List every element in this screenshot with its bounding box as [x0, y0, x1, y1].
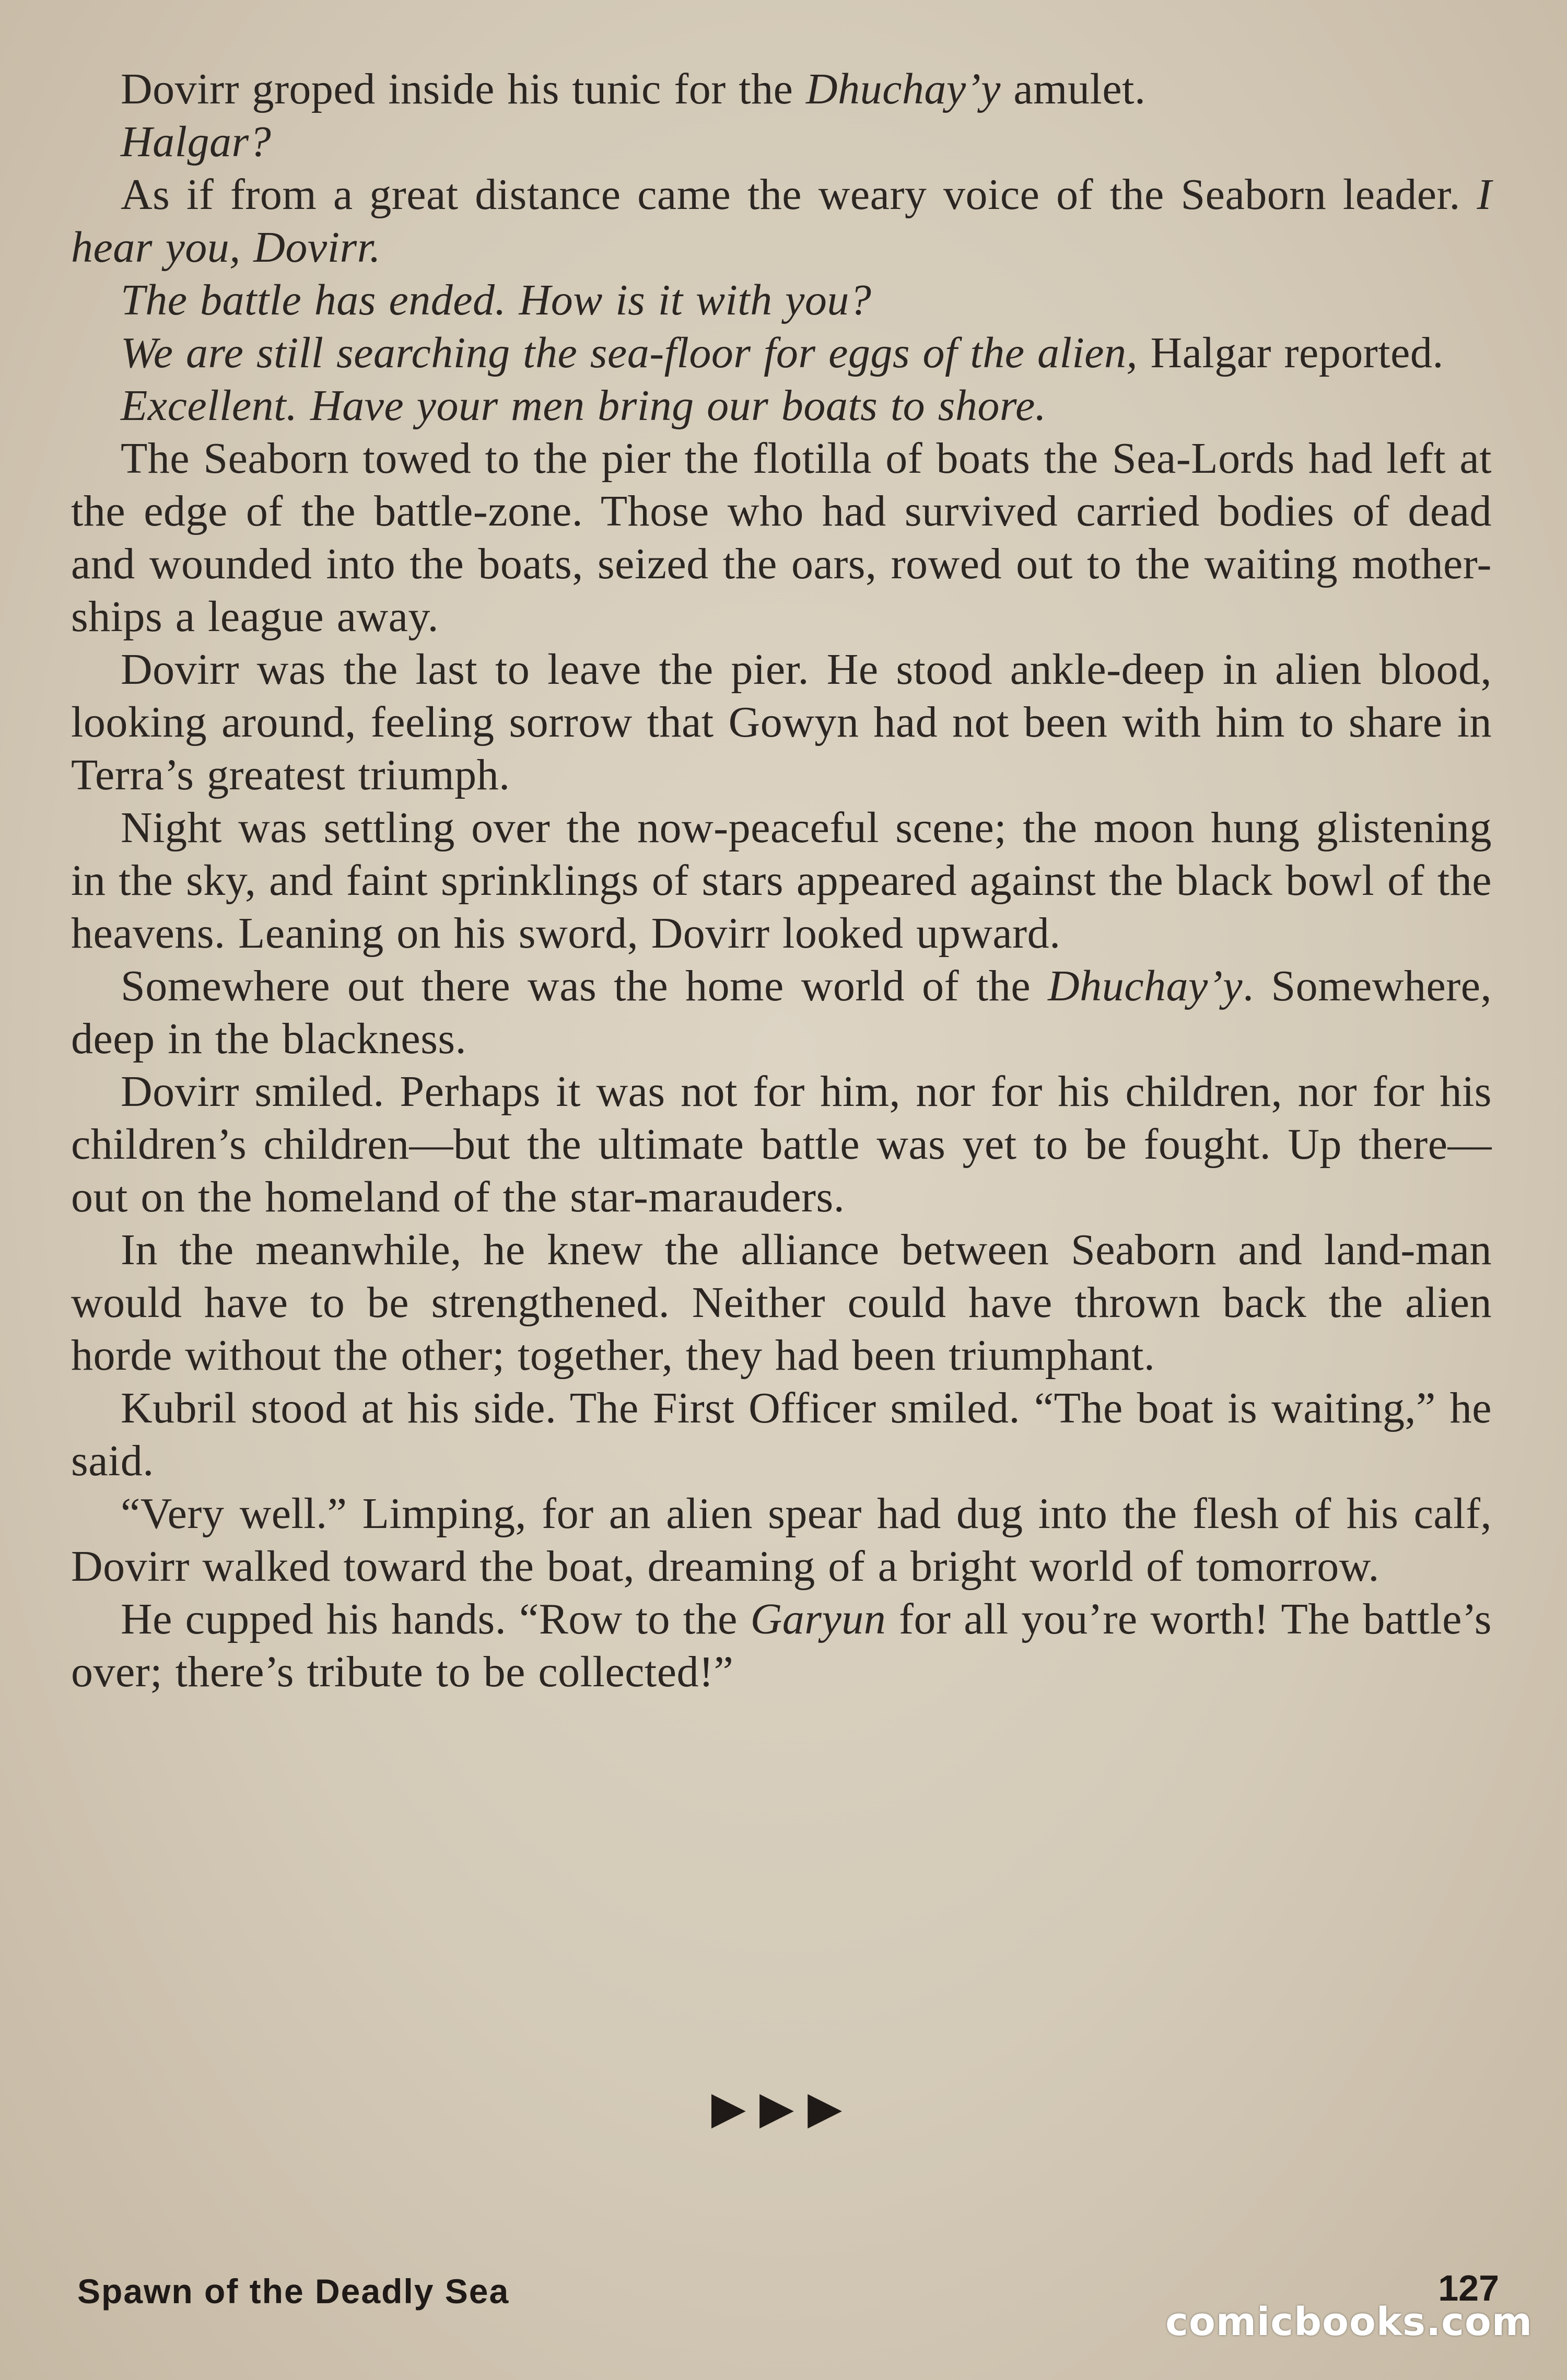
running-footer-title: Spawn of the Deadly Sea: [77, 2272, 510, 2311]
section-end-arrows-icon: ▶▶▶: [711, 2082, 856, 2134]
paragraph: [71, 1593, 1492, 1698]
paragraph: [71, 1382, 1492, 1487]
watermark: comicbooks.com: [1165, 2300, 1533, 2344]
text-run: Halgar reported.: [1137, 329, 1444, 377]
paragraph: [71, 1065, 1492, 1223]
story-text: [71, 63, 1492, 1698]
text-run-italic: Excellent. Have your men bring our boats to shore.: [121, 381, 1047, 430]
paragraph: [71, 960, 1492, 1065]
text-run-italic: Dhuchay’y: [1048, 962, 1243, 1010]
paragraph: [71, 643, 1492, 801]
text-run-italic: I hear you, Dovirr.: [71, 170, 1492, 272]
text-run: The Seaborn towed to the pier the flotilla of boats the Sea-Lords had left at the edge of the battle-zone. Those who had survived carried bodies of dead and wounded into the boats, seized the oars, rowed out to the waiting mother-ships a league away.: [71, 434, 1492, 641]
paragraph: [71, 432, 1492, 643]
text-run: In the meanwhile, he knew the alliance between Seaborn and land-man would have to be strengthened. Neither could have thrown back the alien horde without the other; together, they had been triumphant.: [71, 1226, 1492, 1380]
paragraph: [71, 1487, 1492, 1593]
text-run: amulet.: [1000, 65, 1146, 113]
paragraph: [71, 801, 1492, 960]
text-run-italic: Dhuchay’y: [805, 65, 1001, 113]
text-run-italic: Garyun: [750, 1595, 886, 1643]
paragraph: [71, 1223, 1492, 1382]
text-run: He cupped his hands. “Row to the: [121, 1595, 751, 1643]
text-run: Night was settling over the now-peaceful scene; the moon hung glistening in the sky, and faint sprinklings of stars appeared against the black bowl of the heavens. Leaning on his sword, Dovirr looked upward.: [71, 803, 1492, 958]
text-run: As if from a great distance came the weary voice of the Seaborn leader.: [121, 170, 1477, 219]
text-run: Dovirr groped inside his tunic for the: [121, 65, 806, 113]
paragraph: [71, 379, 1492, 432]
text-run: Kubril stood at his side. The First Officer smiled. “The boat is waiting,” he said.: [71, 1384, 1492, 1485]
text-run: “Very well.” Limping, for an alien spear had dug into the flesh of his calf, Dovirr walked toward the boat, dreaming of a bright world of tomorrow.: [71, 1489, 1492, 1591]
paragraph: [71, 326, 1492, 379]
paragraph: [71, 115, 1492, 168]
page-number: 127: [1438, 2268, 1499, 2308]
paragraph: [71, 274, 1492, 326]
text-run-italic: We are still searching the sea-floor for eggs of the alien,: [121, 329, 1138, 377]
text-run: . Somewhere, deep in the blackness.: [71, 962, 1492, 1063]
paragraph: [71, 63, 1492, 115]
text-run: Somewhere out there was the home world of the: [121, 962, 1048, 1010]
text-run: Dovirr was the last to leave the pier. He stood ankle-deep in alien blood, looking around, feeling sorrow that Gowyn had not been with him to share in Terra’s greatest triumph.: [71, 645, 1492, 799]
text-run-italic: The battle has ended. How is it with you?: [121, 276, 872, 324]
text-run-italic: Halgar?: [121, 118, 272, 166]
text-run: Dovirr smiled. Perhaps it was not for him, nor for his children, nor for his children’s children—but the ultimate battle was yet to be fought. Up there—out on the homeland of the star-marauders.: [71, 1067, 1492, 1221]
text-run: for all you’re worth! The battle’s over; there’s tribute to be collected!”: [71, 1595, 1492, 1696]
paragraph: [71, 168, 1492, 274]
